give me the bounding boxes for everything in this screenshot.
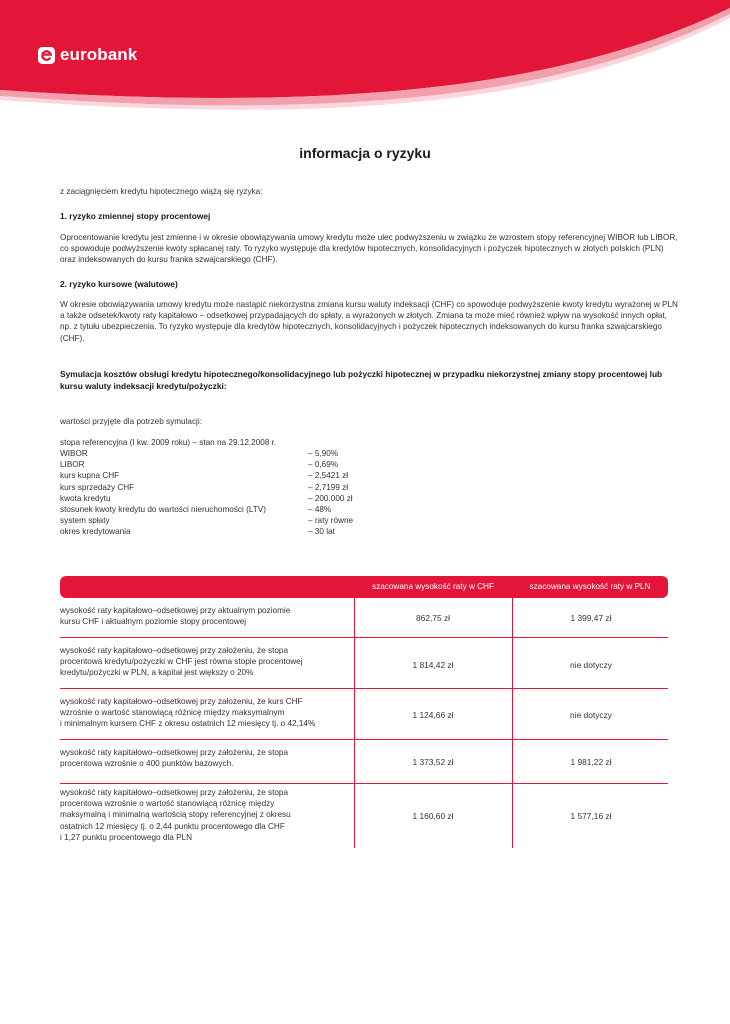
row-label-line: wzrośnie o wartość stanowiącą różnicę między maksymalnym	[60, 708, 285, 718]
row-value-pln: nie dotyczy	[570, 710, 612, 720]
param-value: – 2,7199 zł	[308, 482, 349, 492]
row-label-line: procentowa wzrośnie o 400 punktów bazowych.	[60, 759, 234, 769]
row-label	[60, 747, 352, 769]
reference-rate-line: stopa referencyjna (I kw. 2009 roku) – stan na 29.12.2008 r.	[60, 438, 277, 447]
param-value: – 0,69%	[308, 460, 339, 470]
intro-text: z zaciągnięciem kredytu hipotecznego wiążą się ryzyka:	[60, 187, 263, 196]
param-value: – 2,5421 zł	[308, 471, 349, 481]
table-header	[60, 576, 668, 598]
param-label: system spłaty	[60, 516, 110, 526]
row-label-line: wysokość raty kapitałowo–odsetkowej przy założeniu, że stopa	[60, 788, 288, 797]
param-value: – 48%	[308, 504, 332, 514]
row-label-line: i 1,27 punktu procentowego dla PLN	[60, 832, 192, 842]
row-label	[60, 605, 352, 627]
param-label: kwota kredytu	[60, 493, 111, 503]
row-label-line: kredytu/pożyczki w PLN, a kapitał jest większy o 20%	[60, 668, 254, 678]
table-row	[60, 784, 668, 848]
row-label	[60, 787, 352, 843]
row-label-line: kursu CHF i aktualnym poziomie stopy procentowej	[60, 617, 247, 627]
row-value-pln: nie dotyczy	[570, 660, 612, 670]
simulation-title: Symulacja kosztów obsługi kredytu hipotecznego/konsolidacyjnego lub pożyczki hipotecznej w przypadku niekorzystnej zmiany stopy procentowej lub kursu waluty indeksacji kredytu/pożyczki:	[60, 369, 663, 391]
row-label-line: wysokość raty kapitałowo–odsetkowej przy założeniu, że kurs CHF	[60, 697, 303, 706]
assumptions-label: wartości przyjęte dla potrzeb symulacji:	[60, 417, 202, 426]
table-row	[60, 638, 668, 689]
row-label-line: procentowa wzrośnie o wartość stanowiącą różnicę między	[60, 799, 275, 809]
row-value-pln: 1 399,47 zł	[570, 613, 612, 623]
param-label: LIBOR	[60, 460, 85, 470]
table-row	[60, 598, 668, 638]
param-value: – 5,90%	[308, 449, 339, 458]
row-label-line: maksymalną i minimalną wartością stopy referencyjnej z okresu	[60, 810, 291, 820]
row-value-chf: 1 124,66 zł	[412, 710, 454, 720]
param-label: stosunek kwoty kredytu do wartości nieruchomości (LTV)	[60, 504, 266, 514]
section-1-heading: 1. ryzyko zmiennej stopy procentowej	[60, 211, 211, 221]
row-label-line: wysokość raty kapitałowo–odsetkowej przy założeniu, że stopa	[60, 646, 288, 655]
row-label	[60, 645, 352, 679]
brand-name: eurobank	[60, 45, 138, 64]
param-value: – 30 lat	[308, 527, 335, 537]
header-chf: szacowana wysokość raty w CHF	[372, 582, 494, 591]
row-label-line: wysokość raty kapitałowo–odsetkowej przy założeniu, że stopa	[60, 748, 288, 757]
section-1-text: Oprocentowanie kredytu jest zmienne i w okresie obowiązywania umowy kredytu może ulec podwyższeniu w związku ze wzrostem stopy referencyjnej WIBOR lub LIBOR, co spowoduje podwyższenie kwoty spłacanej raty. To ryzyko występuje dla kredytów hipotecznych, konsolidacyjnych i pożyczek hipotecznych w złotych polskich (PLN) oraz indeksowanych do kursu franka szwajcarskiego (CHF).	[60, 233, 678, 265]
table-row	[60, 740, 668, 784]
param-label: WIBOR	[60, 449, 88, 458]
header-pln: szacowana wysokość raty w PLN	[529, 582, 651, 591]
table-row	[60, 689, 668, 740]
param-value: – 200.000 zł	[308, 493, 353, 503]
row-label-line: i minimalnym kursem CHF z okresu ostatnich 12 miesięcy tj. o 42,14%	[60, 719, 316, 729]
param-value: – raty równe	[308, 516, 354, 526]
param-label: okres kredytowania	[60, 527, 131, 537]
row-value-chf: 1 160,60 zł	[412, 811, 454, 821]
row-value-chf: 1 814,42 zł	[412, 660, 454, 670]
row-value-chf: 1 373,52 zł	[412, 757, 454, 767]
row-label-line: wysokość raty kapitałowo–odsetkowej przy aktualnym poziomie	[60, 606, 291, 615]
row-value-pln: 1 577,16 zł	[570, 811, 612, 821]
row-label	[60, 696, 352, 730]
row-value-pln: 1 981,22 zł	[570, 757, 612, 767]
eurobank-logo-icon	[38, 47, 55, 64]
eurobank-logo	[38, 45, 137, 65]
section-2-heading: 2. ryzyko kursowe (walutowe)	[60, 279, 178, 289]
section-2-text: W okresie obowiązywania umowy kredytu może nastąpić niekorzystna zmiana kursu waluty indeksacji (CHF) co spowoduje podwyższenie kwoty kredytu wyrażonej w PLN a także odsetek/kwoty raty kapitałowo – odsetkowej przypadających do spłaty, a wyrażonych w złotych. Zmiana ta może mieć również wpływ na wysokość innych opłat, np. z tytułu ubezpieczenia. To ryzyko występuje dla kredytów hipotecznych, konsolidacyjnych i pożyczek hipotecznych indeksowanych do kursu franka szwajcarskiego (CHF).	[60, 300, 678, 343]
row-label-line: procentowa kredytu/pożyczki w CHF jest równa stopie procentowej	[60, 657, 303, 667]
row-value-chf: 862,75 zł	[416, 613, 450, 623]
param-label: kurs sprzedaży CHF	[60, 482, 135, 492]
page-title: informacja o ryzyku	[299, 145, 431, 161]
param-label: kurs kupna CHF	[60, 471, 120, 481]
row-label-line: ostatnich 12 miesięcy tj. o 2,44 punktu procentowego dla CHF	[60, 821, 285, 831]
